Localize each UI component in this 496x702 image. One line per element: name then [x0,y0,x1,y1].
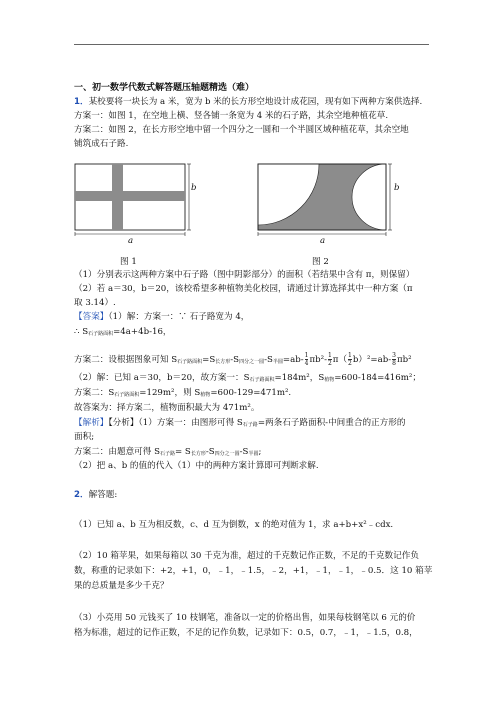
q1-part2-line1: （2）若 a＝30，b＝20，该校希望多种植物美化校园，请通过计算选择其中一种方案（π [74,284,413,294]
q1-stem-line1 [74,97,422,108]
analysis-tag: 【解析】 [74,418,109,428]
answer-line4: （2）解：已知 a＝30，b＝20，故方案一：$S_{石子路面积}=184m^2$，$S_{植物}=600-184=416m^2$； [74,373,421,383]
answer-tag: 【答案】 [74,312,109,322]
q1-stem-text: 某校要将一块长为 a 米，宽为 b 米的长方形空地设计成花园，现有如下两种方案供选择. [88,97,423,107]
fig1-label-b: b [191,183,197,193]
q2-title-line [74,490,117,501]
q2-part3-line1: （3）小亮用 50 元钱买了 10 枝钢笔，准备以一定的价格出售，如果每枝钢笔以 6 元的价 [74,613,416,623]
fraction-3-8: $\frac{3}{8}$ [392,352,396,367]
q1-plan2-line1: 方案二：如图 2，在长方形空地中留一个四分之一圆和一个半圆区域种植花草，其余空地 [74,125,409,135]
figure-2 [257,163,402,253]
q1-part1: （1）分别表示这两种方案中石子路（图中阴影部分）的面积（若结果中含有 π，则保留） [74,270,415,280]
section-title: 一、初一数学代数式解答题压轴题精选（难） [74,83,255,93]
q1-plan2-line2: 铺筑成石子路. [74,139,129,149]
analysis-line2: 面积; [74,432,95,442]
figure-1 [74,163,209,253]
fraction-1-2-b: $\frac{1}{2}$ [348,352,352,367]
q2-part2-line3: 果的总质量是多少千克？ [74,581,169,591]
fig2-label-a: a [320,236,326,246]
header-rule [74,44,429,45]
fraction-1-4: $\frac{1}{4}$ [304,352,309,367]
fraction-1-2-a: $\frac{1}{2}$ [327,352,332,367]
q1-plan1: 方案一：如图 1，在空地上横、竖各铺一条宽为 4 米的石子路，其余空地种植花草. [74,111,389,121]
answer-line2: ∴ $S_{石子路面积}=4a+4b-16$， [74,327,172,337]
q2-number: 2． [74,490,89,500]
fig1-label-a: a [128,236,134,246]
analysis-line4: （2）把 a、b 的值的代入（1）中的两种方案计算即可判断求解. [74,461,319,471]
q2-title: 解答题: [88,490,118,500]
fig1-horizontal-path [75,191,185,201]
q2-part2-line2: 数，称重的记录如下：+2，+1，0，﹣1，﹣1.5，﹣2，+1，﹣1，﹣1，﹣0.5．这 10 箱苹 [74,566,433,576]
fig2-label-b: b [394,183,400,193]
q1-number: 1． [74,97,89,107]
fig1-caption: 图 1 [120,257,137,267]
q2-part3-line2: 格为标准，超过的记作正数，不足的记作负数，记录如下：0.5，0.7，﹣1，﹣1.5，0.8， [74,628,418,638]
answer-line5: 方案二：$S_{石子路面积}=129m^2$，则 $S_{植物}=600-129=471m^2$. [74,388,292,398]
q2-part2-line1: （2）10 箱苹果，如果每箱以 30 千克为准，超过的千克数记作正数，不足的千克数记作负 [74,551,419,561]
answer-line6: 故答案为：择方案二，植物面积最大为 471m²。 [74,403,260,413]
answer-line3: 方案二：设根据图象可知 $S_{石子路面积}=S_{长方形}-S_{四分之一圆}-S_{半圆}=ab-$ $\frac{1}{4}$ πb²- $\frac{1}{2}$ π（ $\frac{1}{2}$ b）²=ab- $\frac{3}{8}$ πb² [74,352,412,367]
answer-a1: （1）解：方案一：∵ 石子路宽为 4， [108,312,250,322]
fig2-caption: 图 2 [312,257,329,267]
analysis-line3: 方案二：由题意可得 $S_{石子路}= S_{长方形}-S_{四分之一圆}-S_{半圆}$; [74,447,262,457]
analysis-line1: 【解析】【分析】（1）方案一：由图形可得 $S_{石子路}=$两条石子路面积-中间重合的正方形的 [74,418,406,428]
q1-part2-line2: 取 3.14）. [74,298,116,308]
answer-line1 [74,312,249,323]
q2-part1: （1）已知 a、b 互为相反数，c、d 互为倒数，x 的绝对值为 1，求 a+b+x²﹣cdx. [74,520,394,530]
